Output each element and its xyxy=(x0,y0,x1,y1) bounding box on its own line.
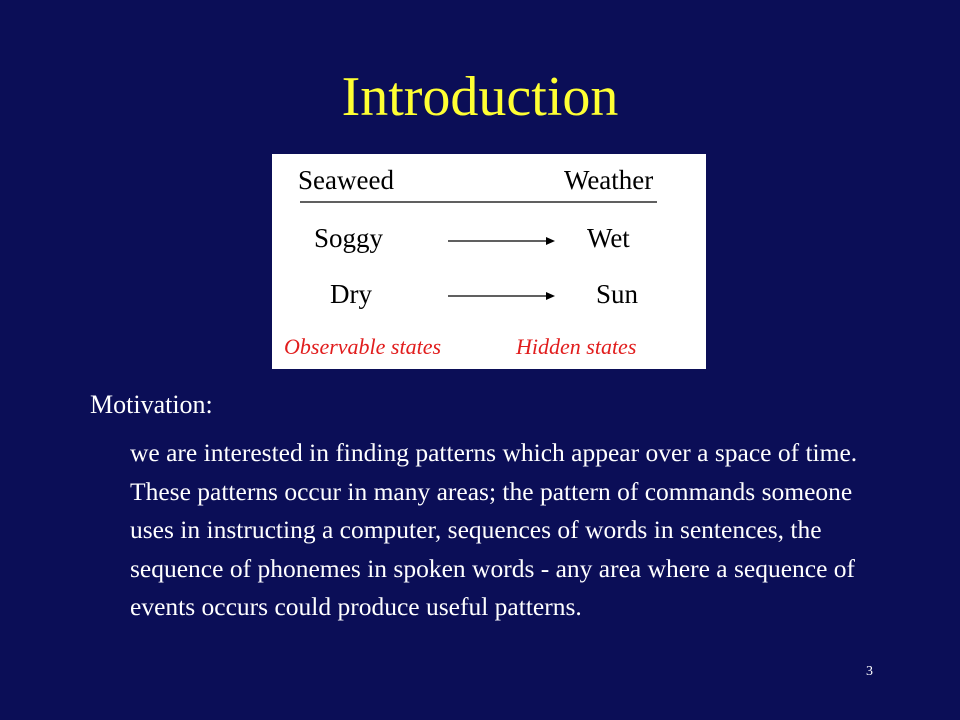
arrowhead-soggy-wet xyxy=(546,237,555,245)
wet-label: Wet xyxy=(587,223,630,253)
motivation-label: Motivation: xyxy=(90,390,213,419)
weather-header: Weather xyxy=(564,165,654,195)
observable-states-caption: Observable states xyxy=(284,334,442,359)
states-diagram xyxy=(272,154,706,369)
slide-title: Introduction xyxy=(341,66,619,128)
arrowhead-dry-sun xyxy=(546,292,555,300)
soggy-label: Soggy xyxy=(314,223,384,253)
dry-label: Dry xyxy=(330,279,372,309)
seaweed-header: Seaweed xyxy=(298,165,394,195)
page-number: 3 xyxy=(866,664,873,679)
motivation-paragraph: we are interested in finding patterns which appear over a space of time. These patterns occur in many areas; the pattern of commands someone uses in instructing a computer, sequences of words in sentences, the sequence of phonemes in spoken words - any area where a sequence of events occurs could produce useful patterns. xyxy=(130,438,858,621)
hidden-states-caption: Hidden states xyxy=(516,334,637,359)
sun-label: Sun xyxy=(596,279,639,309)
